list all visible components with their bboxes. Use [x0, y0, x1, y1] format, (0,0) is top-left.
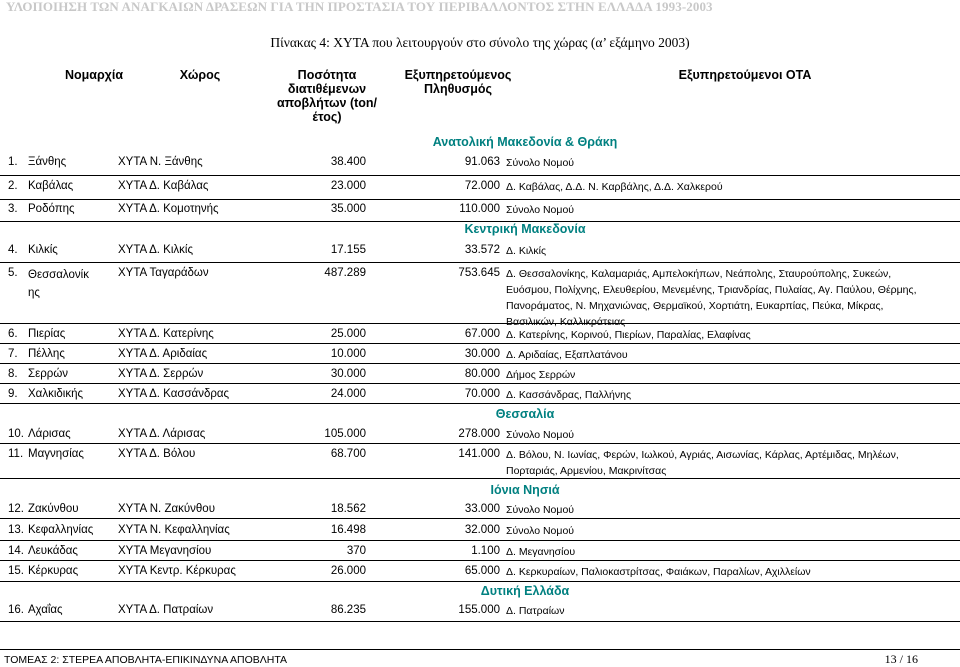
row-municipalities: Δήμος Σερρών: [506, 369, 576, 381]
row-municipalities: Δ. Κατερίνης, Κορινού, Πιερίων, Παραλίας, Ελαφίνας: [506, 329, 751, 341]
row-population: 33.572: [464, 244, 500, 256]
row-municipalities: Δ. Κασσάνδρας, Παλλήνης: [506, 389, 632, 401]
row-prefecture: Ροδόπης: [28, 203, 75, 215]
row-quantity: 25.000: [330, 328, 366, 340]
header-municipalities: Εξυπηρετούμενοι ΟΤΑ: [678, 68, 812, 82]
table-row: [0, 200, 960, 222]
row-municipalities: Δ. Κιλκίς: [506, 245, 547, 257]
row-population: 91.063: [464, 156, 500, 168]
row-site: ΧΥΤΑ Δ. Κιλκίς: [118, 244, 194, 256]
row-number: 13.: [8, 524, 24, 536]
row-population: 67.000: [464, 328, 500, 340]
row-population: 141.000: [458, 448, 500, 460]
region-heading: Θεσσαλία: [495, 407, 555, 421]
header-quantity: Ποσότητα διατιθέμενων αποβλήτων (ton/έτος): [276, 68, 378, 124]
row-site: ΧΥΤΑ Δ. Κομοτηνής: [118, 203, 219, 215]
footer-section-title: ΤΟΜΕΑΣ 2: ΣΤΕΡΕΑ ΑΠΟΒΛΗΤΑ-ΕΠΙΚΙΝΔΥΝΑ ΑΠΟΒΛΗΤΑ: [4, 654, 287, 666]
row-site: ΧΥΤΑ Ταγαράδων: [118, 267, 209, 279]
region-heading: Κεντρική Μακεδονία: [464, 222, 586, 236]
row-site: ΧΥΤΑ Δ. Λάρισας: [118, 428, 206, 440]
header-population: Εξυπηρετούμενος Πληθυσμός: [404, 68, 512, 96]
row-quantity: 487.289: [324, 267, 366, 279]
row-site: ΧΥΤΑ Ν. Ξάνθης: [118, 156, 203, 168]
row-number: 4.: [8, 244, 18, 256]
row-population: 80.000: [464, 368, 500, 380]
row-number: 9.: [8, 388, 18, 400]
row-quantity: 35.000: [330, 203, 366, 215]
row-municipalities: Δ. Κερκυραίων, Παλιοκαστρίτσας, Φαιάκων, Παραλίων, Αχιλλείων: [506, 566, 811, 578]
row-number: 2.: [8, 180, 18, 192]
row-quantity: 24.000: [330, 388, 366, 400]
row-population: 33.000: [464, 503, 500, 515]
footer-divider: [0, 649, 960, 650]
table-row: [0, 601, 960, 622]
row-municipalities: Δ. Μεγανησίου: [506, 546, 576, 558]
row-site: ΧΥΤΑ Μεγανησίου: [118, 545, 212, 557]
row-quantity: 30.000: [330, 368, 366, 380]
table-row: [0, 153, 960, 176]
row-number: 11.: [8, 448, 24, 460]
row-municipalities: Δ. Βόλου, Ν. Ιωνίας, Φερών, Ιωλκού, Αγριάς, Αισωνίας, Κάρλας, Αρτέμιδας, Μηλέων, Πορταριάς, Αρμενίου, Μακρινίτσας: [506, 449, 899, 477]
row-prefecture: Ξάνθης: [28, 156, 67, 168]
row-municipalities: Σύνολο Νομού: [506, 525, 575, 537]
row-site: ΧΥΤΑ Δ. Κατερίνης: [118, 328, 214, 340]
row-site: ΧΥΤΑ Δ. Πατραίων: [118, 604, 214, 616]
row-quantity: 16.498: [330, 524, 366, 536]
row-population: 753.645: [458, 267, 500, 279]
row-site: ΧΥΤΑ Δ. Αριδαίας: [118, 348, 208, 360]
row-population: 70.000: [464, 388, 500, 400]
row-number: 12.: [8, 503, 24, 515]
row-prefecture: Μαγνησίας: [28, 448, 84, 460]
row-population: 30.000: [464, 348, 500, 360]
region-heading: Δυτική Ελλάδα: [480, 584, 570, 598]
row-number: 5.: [8, 267, 18, 279]
row-prefecture: Κιλκίς: [28, 244, 58, 256]
row-prefecture: Καβάλας: [28, 180, 74, 192]
table-row: [0, 445, 960, 479]
row-municipalities: Σύνολο Νομού: [506, 504, 575, 516]
row-number: 1.: [8, 156, 18, 168]
row-prefecture: Πέλλης: [28, 348, 65, 360]
row-number: 16.: [8, 604, 24, 616]
table-row: [0, 345, 960, 364]
row-municipalities: Σύνολο Νομού: [506, 429, 575, 441]
row-site: ΧΥΤΑ Δ. Κασσάνδρας: [118, 388, 230, 400]
header-site: Χώρος: [179, 68, 221, 82]
row-population: 32.000: [464, 524, 500, 536]
row-population: 1.100: [471, 545, 500, 557]
row-quantity: 105.000: [324, 428, 366, 440]
row-number: 6.: [8, 328, 18, 340]
row-municipalities: Σύνολο Νομού: [506, 157, 575, 169]
row-population: 72.000: [464, 180, 500, 192]
row-number: 14.: [8, 545, 24, 557]
row-site: ΧΥΤΑ Δ. Καβάλας: [118, 180, 209, 192]
region-heading: Ιόνια Νησιά: [490, 483, 560, 497]
row-number: 15.: [8, 565, 24, 577]
table-row: [0, 385, 960, 404]
row-quantity: 86.235: [330, 604, 366, 616]
table-row: [0, 521, 960, 541]
row-municipalities: Δ. Καβάλας, Δ.Δ. Ν. Καρβάλης, Δ.Δ. Χαλκερού: [506, 181, 723, 193]
banner-text: ΥΛΟΠΟΙΗΣΗ ΤΩΝ ΑΝΑΓΚΑΙΩΝ ΔΡΑΣΕΩΝ ΓΙΑ ΤΗΝ ΠΡΟΣΤΑΣΙΑ ΤΟΥ ΠΕΡΙΒΑΛΛΟΝΤΟΣ ΣΤΗΝ ΕΛΛΑΔΑ 1993-2003: [6, 0, 713, 14]
table-row: [0, 500, 960, 519]
row-quantity: 23.000: [330, 180, 366, 192]
page-number: 13 / 16: [884, 652, 918, 666]
header-prefecture: Νομαρχία: [64, 68, 124, 82]
row-prefecture: Θεσσαλονίκ ης: [28, 269, 89, 299]
row-prefecture: Κέρκυρας: [28, 565, 79, 577]
row-quantity: 10.000: [330, 348, 366, 360]
table-caption: Πίνακας 4: ΧΥΤΑ που λειτουργούν στο σύνολο της χώρας (α’ εξάμηνο 2003): [270, 35, 690, 50]
row-quantity: 26.000: [330, 565, 366, 577]
table-row: [0, 562, 960, 582]
document-banner: [0, 0, 960, 16]
row-number: 10.: [8, 428, 24, 440]
region-heading: Ανατολική Μακεδονία & Θράκη: [432, 135, 618, 149]
row-number: 7.: [8, 348, 18, 360]
table-row: [0, 177, 960, 200]
table-row: [0, 365, 960, 384]
table-row: [0, 425, 960, 444]
row-municipalities: Δ. Αριδαίας, Εξαπλατάνου: [506, 349, 628, 361]
row-site: ΧΥΤΑ Ν. Ζακύνθου: [118, 503, 215, 515]
row-site: ΧΥΤΑ Δ. Σερρών: [118, 368, 204, 380]
table-row: [0, 264, 960, 328]
row-population: 110.000: [459, 203, 500, 215]
row-quantity: 18.562: [330, 503, 366, 515]
row-municipalities: Δ. Πατραίων: [506, 605, 565, 617]
row-prefecture: Ζακύνθου: [28, 503, 79, 515]
row-quantity: 68.700: [330, 448, 366, 460]
row-site: ΧΥΤΑ Κεντρ. Κέρκυρας: [118, 565, 236, 577]
row-population: 155.000: [458, 604, 500, 616]
row-prefecture: Πιερίας: [28, 328, 66, 340]
table-row: [0, 325, 960, 344]
row-quantity: 17.155: [330, 244, 366, 256]
row-prefecture: Λάρισας: [28, 428, 71, 440]
row-site: ΧΥΤΑ Δ. Βόλου: [118, 448, 196, 460]
row-prefecture: Λευκάδας: [28, 545, 78, 557]
row-number: 8.: [8, 368, 18, 380]
row-prefecture: Αχαΐας: [28, 604, 63, 616]
row-population: 65.000: [464, 565, 500, 577]
row-prefecture: Σερρών: [28, 368, 69, 380]
table-row: [0, 241, 960, 263]
table-row: [0, 542, 960, 561]
row-population: 278.000: [458, 428, 500, 440]
row-quantity: 370: [346, 545, 366, 557]
row-municipalities: Σύνολο Νομού: [506, 204, 575, 216]
row-number: 3.: [8, 203, 18, 215]
row-quantity: 38.400: [330, 156, 366, 168]
row-municipalities: Δ. Θεσσαλονίκης, Καλαμαριάς, Αμπελοκήπων, Νεάπολης, Σταυρούπολης, Συκεών, Ευόσμου, Πολίχνης, Ελευθερίου, Μενεμένης, Τριανδρίας, Πυλαίας, Αγ. Παύλου, Θέρμης, Πανοράματος, Ν. Μηχανιώνας, Θερμαϊκού, Χορτιάτη, Ευκαρπίας, Πεύκα, Μίκρας, Βασιλικών, Καλλικράτειας: [506, 268, 917, 328]
row-prefecture: Κεφαλληνίας: [28, 524, 94, 536]
row-site: ΧΥΤΑ Ν. Κεφαλληνίας: [118, 524, 230, 536]
row-prefecture: Χαλκιδικής: [28, 388, 84, 400]
